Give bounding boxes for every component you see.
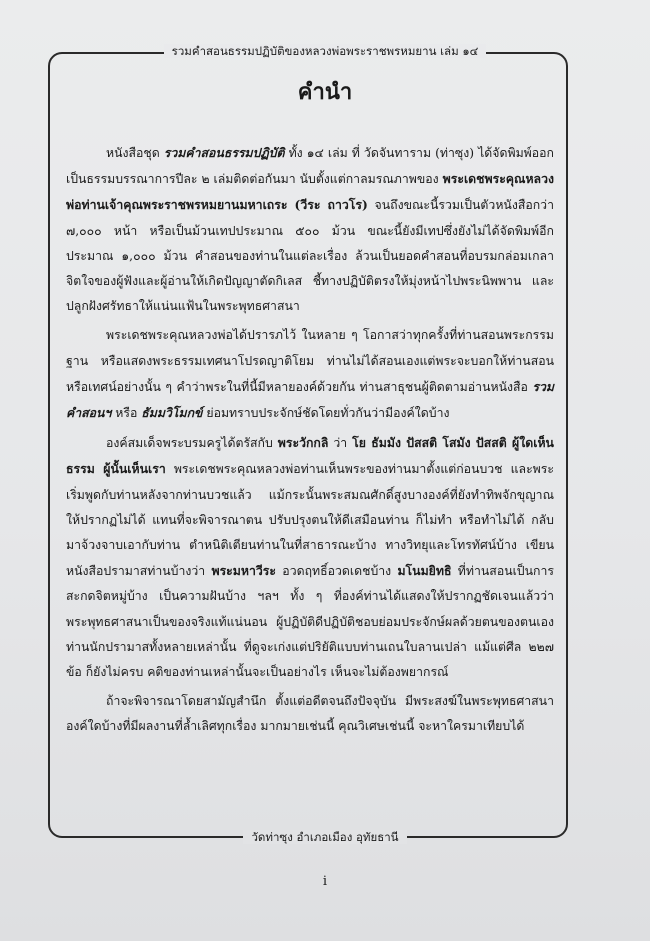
emphasized-text: ธัมมวิโมกข์ bbox=[141, 405, 203, 421]
paragraph-text: หรือ bbox=[111, 406, 142, 421]
paragraph bbox=[66, 140, 554, 319]
running-header bbox=[0, 40, 650, 62]
paragraph bbox=[66, 689, 554, 739]
running-header-text: รวมคำสอนธรรมปฏิบัติของหลวงพ่อพระราชพรหมยาน เล่ม ๑๔ bbox=[164, 44, 487, 58]
emphasized-text: มโนมยิทธิ bbox=[397, 563, 452, 579]
emphasized-text: พระวักกลิ bbox=[277, 435, 329, 451]
paragraph-text: ย่อมทราบประจักษ์ชัดโดยทั่วกันว่ามีองค์ใดบ้าง bbox=[202, 406, 450, 421]
paragraph bbox=[66, 323, 554, 426]
footer-location-text: วัดท่าซุง อำเภอเมือง อุทัยธานี bbox=[243, 830, 406, 844]
paragraph-text: ที่ท่านสอนเป็นการสะกดจิตหมู่บ้าง เป็นความฝันบ้าง ฯลฯ ทั้ง ๆ ที่องค์ท่านได้แสดงให้ปรากฏชัดเจนแล้วว่าพระพุทธศาสนาเป็นของจริงแท้แน่นอน ผู้ปฏิบัติดีปฏิบัติชอบย่อมประจักษ์ผลด้วยตนของตนเอง ท่านนักปรามาสทั้งหลายเหล่านั้น ที่ดูจะเก่งแต่ปริยัติแบบท่านเถนใบลานเปล่า แม้แต่ศีล ๒๒๗ ข้อ ก็ยังไม่ครบ คติของท่านเหล่านั้นจะเป็นอย่างไร เห็นจะไม่ต้องพยากรณ์ bbox=[66, 564, 554, 680]
paragraph-text: ทั้ง ๑๔ เล่ม ที่ วัดจันทาราม (ท่าซุง) ได้จัดพิมพ์ออกเป็นธรรมบรรณาการปีละ ๒ เล่มติดต่อกันมา นับตั้งแต่กาลมรณภาพของ bbox=[66, 146, 555, 187]
emphasized-text: รวมคำสอนฯ bbox=[66, 378, 554, 421]
paragraph-text: พระเดชพระคุณหลวงพ่อท่านเห็นพระของท่านมาตั้งแต่ก่อนบวช และพระเริ่มพูดกับท่านหลังจากท่านบวชแล้ว แม้กระนั้นพระสมณศักดิ์สูงบางองค์ที่ยังทำทิพจักขุญาณให้ปรากฏไม่ได้ แทนที่จะพิจารณาตน ปรับปรุงตนให้ดีเสมือนท่าน ก็ไม่ทำ หรือทำไม่ได้ กลับมาจ้วงจาบเอากับท่าน ตำหนิติเตียนท่านในที่สาธารณะบ้าง ทางวิทยุและโทรทัศน์บ้าง เขียนหนังสือปรามาสท่านบ้างว่า bbox=[66, 462, 554, 579]
paragraph-text: จนถึงขณะนี้รวมเป็นตัวหนังสือกว่า ๗,๐๐๐ หน้า หรือเป็นม้วนเทปประมาณ ๕๐๐ ม้วน ขณะนี้ยังมีเทปซึ่งยังไม่ได้จัดพิมพ์อีกประมาณ ๑,๐๐๐ ม้วน คำสอนของท่านในแต่ละเรื่อง ล้วนเป็นยอดคำสอนที่อบรมกล่อมเกลาจิตใจของผู้ฟังและผู้อ่านให้เกิดปัญญาตัดกิเลส ชี้ทางปฏิบัติตรงให้มุ่งหน้าไปพระนิพพาน และปลูกฝังศรัทธาให้แน่นแฟ้นในพระพุทธศาสนา bbox=[66, 198, 554, 314]
paragraph-text: ว่า bbox=[328, 436, 353, 451]
emphasized-text: รวมคำสอนธรรมปฏิบัติ bbox=[163, 145, 285, 160]
paragraph-text: ถ้าจะพิจารณาโดยสามัญสำนึก ตั้งแต่อดีตจนถึงปัจจุบัน มีพระสงฆ์ในพระพุทธศาสนาองค์ใดบ้างที่มีผลงานที่ล้ำเลิศทุกเรื่อง มากมายเช่นนี้ คุณวิเศษเช่นนี้ จะหาใครมาเทียบได้ bbox=[66, 694, 554, 734]
paragraph-text: อวดฤทธิ์อวดเดชบ้าง bbox=[276, 564, 398, 579]
paragraph bbox=[66, 430, 554, 685]
preface-body bbox=[66, 140, 554, 740]
emphasized-text: โย ธัมมัง ปัสสติ โสมัง ปัสสติ ผู้ใดเห็นธรรม ผู้นั้นเห็นเรา bbox=[66, 435, 554, 477]
paragraph-text: หนังสือชุด bbox=[106, 146, 164, 160]
footer-location bbox=[0, 826, 650, 848]
paragraph-text: พระเดชพระคุณหลวงพ่อได้ปรารภไว้ ในหลาย ๆ โอกาสว่าทุกครั้งที่ท่านสอนพระกรรมฐาน หรือแสดงพระธรรมเทศนาโปรดญาติโยม ท่านไม่ได้สอนเองแต่พระจะบอกให้ท่านสอน หรือเทศน์อย่างนั้น ๆ คำว่าพระในที่นี้มีหลายองค์ด้วยกัน ท่านสาธุชนผู้ติดตามอ่านหนังสือ bbox=[66, 328, 554, 394]
paragraph-text: องค์สมเด็จพระบรมครูได้ตรัสกับ bbox=[106, 436, 278, 451]
emphasized-text: พระเดชพระคุณหลวงพ่อท่านเจ้าคุณพระราชพรหมยานมหาเถระ (วีระ ถาวโร) bbox=[66, 171, 554, 213]
page-number: i bbox=[322, 874, 328, 889]
emphasized-text: พระมหาวีระ bbox=[211, 563, 277, 579]
page-title: คำนำ bbox=[297, 79, 353, 105]
